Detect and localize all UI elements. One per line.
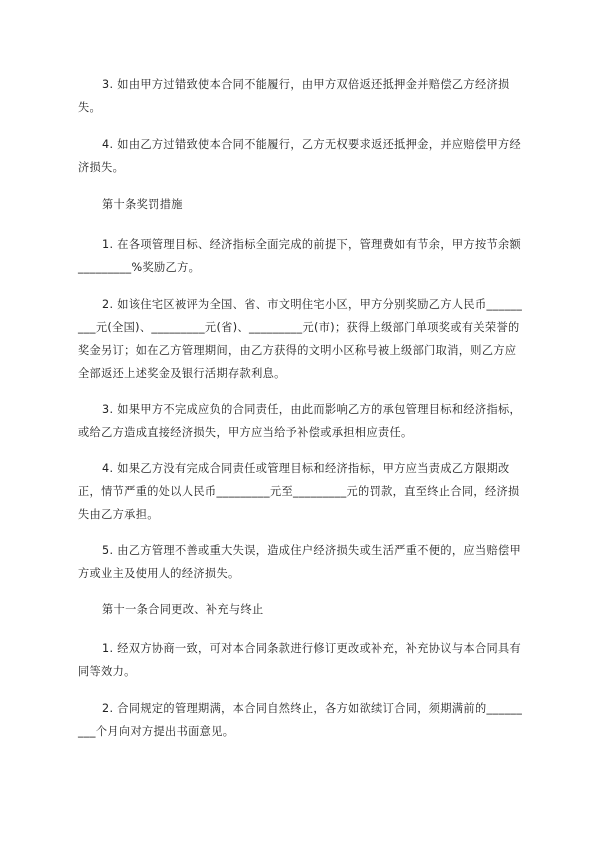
reward-5-paragraph: 5. 由乙方管理不善或重大失误，造成住户经济损失或生活严重不便的，应当赔偿甲方或业主及使用人的经济损失。 bbox=[78, 544, 522, 580]
reward-3-paragraph: 3. 如果甲方不完成应负的合同责任，由此而影响乙方的承包管理目标和经济指标，或给乙方造成直接经济损失，甲方应当给予补偿或承担相应责任。 bbox=[78, 403, 522, 439]
clause-10-heading: 第十条奖罚措施 bbox=[102, 198, 183, 211]
clause-10-penalty-3-paragraph: 3. 如由甲方过错致使本合同不能履行，由甲方双倍返还抵押金并赔偿乙方经济损失。 bbox=[78, 78, 510, 114]
reward-1-paragraph: 1. 在各项管理目标、经济指标全面完成的前提下，管理费如有节余，甲方按节余额_________%奖励乙方。 bbox=[78, 238, 522, 274]
reward-4-paragraph: 4. 如果乙方没有完成合同责任或管理目标和经济指标，甲方应当责成乙方限期改正，情节严重的处以人民币_________元至_________元的罚款，直至终止合同，经济损失由乙方承担。 bbox=[78, 462, 520, 521]
clause-10-penalty-4-paragraph: 4. 如由乙方过错致使本合同不能履行，乙方无权要求返还抵押金，并应赔偿甲方经济损失。 bbox=[78, 138, 522, 174]
amendment-1-paragraph: 1. 经双方协商一致，可对本合同条款进行修订更改或补充，补充协议与本合同具有同等效力。 bbox=[78, 642, 522, 678]
clause-11-heading: 第十一条合同更改、补充与终止 bbox=[102, 603, 264, 616]
amendment-2-paragraph: 2. 合同规定的管理期满，本合同自然终止，各方如欲续订合同，须期满前的_________个月向对方提出书面意见。 bbox=[78, 702, 523, 738]
reward-2-paragraph: 2. 如该住宅区被评为全国、省、市文明住宅小区，甲方分别奖励乙方人民币_________元(全国)、_________元(省)、_________元(市)；获得上级部门单项奖或有关荣誉的奖金另订；如在乙方管理期间，由乙方获得的文明小区称号被上级部门取消，则乙方应全部返还上述奖金及银行活期存款利息。 bbox=[78, 298, 523, 380]
